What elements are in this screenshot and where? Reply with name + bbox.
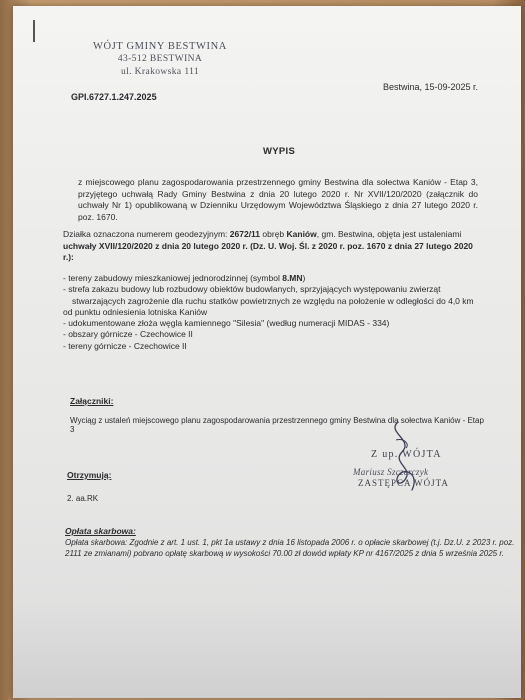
recipients-body: 2. aa.RK [67, 494, 99, 503]
office-stamp [75, 40, 245, 79]
list-item: - tereny górnicze - Czechowice II [63, 340, 187, 351]
signature-name: Mariusz Szczerczyk [353, 467, 429, 477]
attachments-body: Wyciąg z ustaleń miejscowego planu zagospodarowania przestrzennego gminy Bestwina dla sołectwa Kaniów - Etap 3 [70, 416, 484, 434]
stamp-line-3: ul. Krakowska 111 [120, 67, 200, 77]
plan-description-paragraph: z miejscowego planu zagospodarowania przestrzennego gminy Bestwina dla sołectwa Kaniów - Etap 3, przyjętego uchwałą Rady Gminy Bestwina z dnia 20 lutego 2020 r. Nr XVII/120/2020 (załącznik do uchwały Nr 1) opublikowaną w Dzienniku Urzędowym Województwa Śląskiego z dnia 27 lutego 2020 r. poz. 1670. [78, 177, 478, 222]
list-item: - strefa zakazu budowy lub rozbudowy obiektów budowlanych, sprzyjających występowaniu zwierząt stwarzających zagrożenie dla ruchu statków powietrznych ze względu na położenie w odległości do 4,0 km od punktu odniesienia lotniska Kaniów [63, 284, 474, 317]
list-item: - obszary górnicze - Czechowice II [63, 329, 193, 340]
signature-position: ZASTĘPCA WÓJTA [358, 478, 449, 488]
parcel-paragraph [63, 229, 483, 264]
document-title: WYPIS [263, 146, 296, 157]
parcel-text-1: Działka oznaczona numerem geodezyjnym: [63, 229, 230, 239]
recipients-heading: Otrzymują: [67, 470, 112, 480]
document-number: GPI.6727.1.247.2025 [71, 92, 157, 102]
stamp-duty-heading: Opłata skarbowa: [65, 526, 136, 536]
parcel-text-3: , gm. Bestwina, objęta jest ustaleniami [316, 229, 462, 239]
parcel-text-2: obręb [260, 229, 287, 239]
list-item: - tereny zabudowy mieszkaniowej jednorodzinnej (symbol 8.MN) [63, 273, 306, 283]
signature-line-1: Z up. WÓJTA [371, 449, 442, 460]
document-page [13, 6, 521, 698]
attachments-heading: Załączniki: [70, 396, 114, 406]
resolution-reference: uchwały XVII/120/2020 z dnia 20 lutego 2020 r. (Dz. U. Woj. Śl. z 2020 r. poz. 1670 z dnia 27 lutego 2020 r.): [63, 240, 473, 262]
stamp-duty-body: Opłata skarbowa: Zgodnie z art. 1 ust. 1, pkt 1a ustawy z dnia 16 listopada 2006 r. o opłacie skarbowej (t.j. Dz.U. z 2023 r. poz. 2111 ze zmianami) pobrano opłatę skarbową w wysokości 70.00 zł dowód wpłaty KP nr 4167/2025 z dnia 5 września 2025 r. [65, 538, 515, 558]
list-item: - udokumentowane złoża węgla kamiennego "Silesia" (według numeracji MIDAS - 334) [63, 318, 390, 329]
stamp-line-1: WÓJT GMINY BESTWINA [93, 41, 227, 52]
document-date: Bestwina, 15-09-2025 r. [383, 82, 479, 92]
village-name: Kaniów [286, 229, 317, 239]
stamp-line-2: 43-512 BESTWINA [117, 54, 203, 64]
zoning-list [63, 273, 493, 352]
zone-symbol: 8.MN [282, 273, 303, 283]
parcel-number: 2672/11 [229, 229, 261, 239]
pen-mark [33, 20, 35, 42]
